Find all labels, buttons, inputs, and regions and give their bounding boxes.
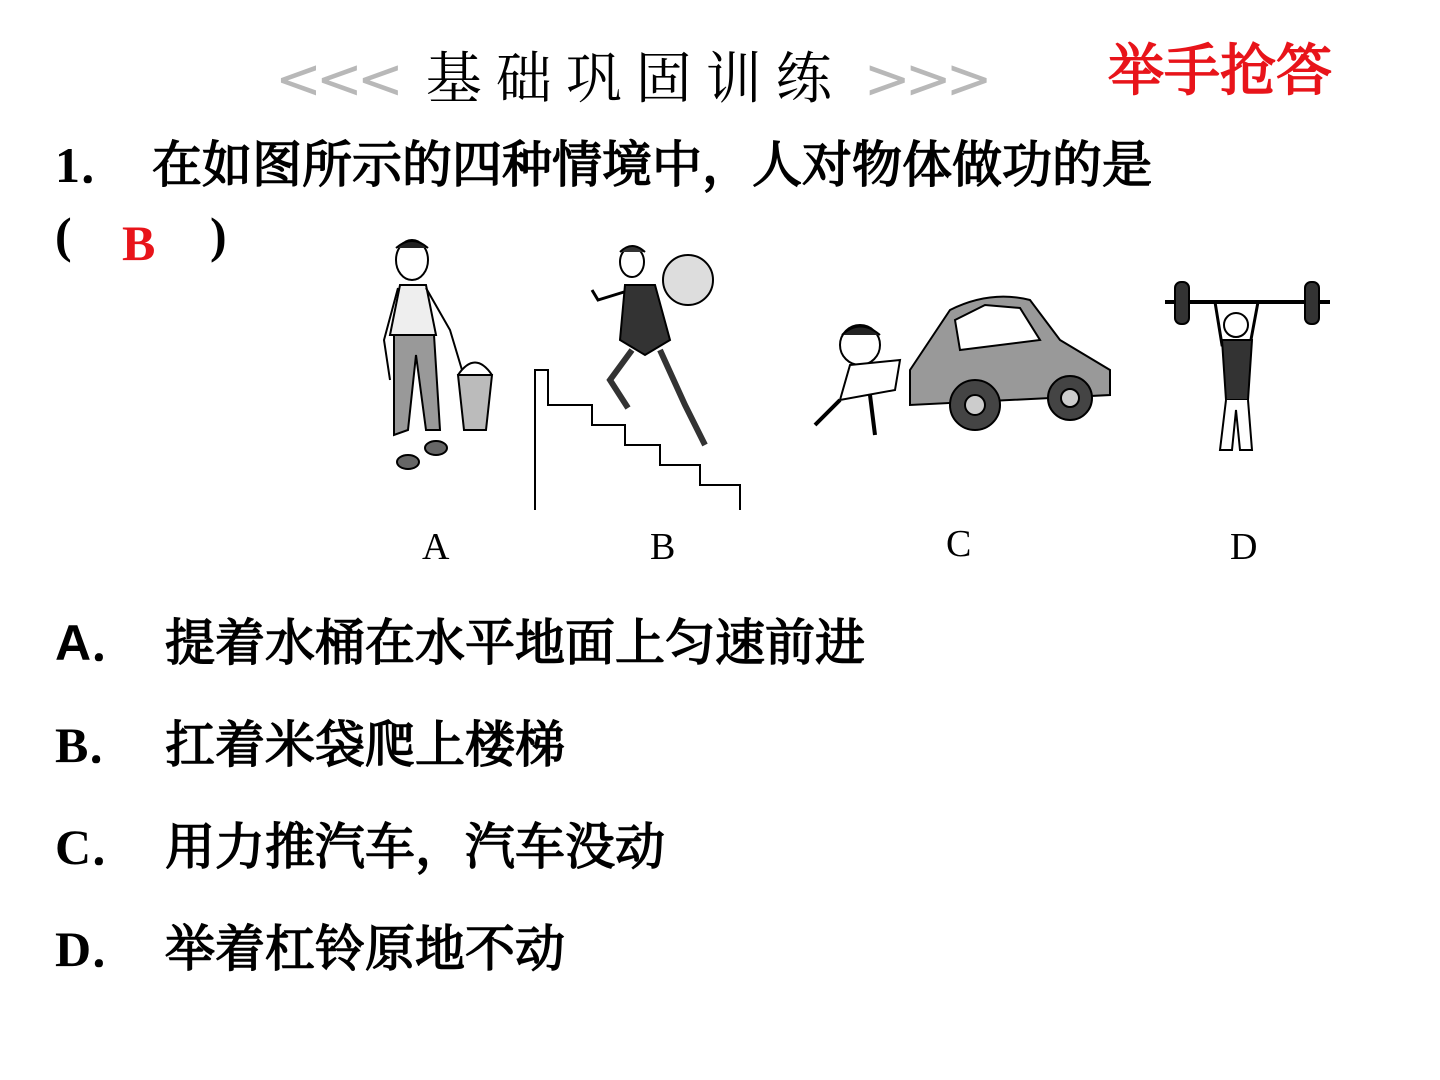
child-pushing-car-illustration <box>815 297 1110 435</box>
question-stem <box>55 135 1152 195</box>
option-b-key: B． <box>55 717 139 773</box>
option-c-key: C． <box>55 819 142 875</box>
option-c-text: 用力推汽车，汽车没动 <box>165 818 665 876</box>
figure-caption-a: A <box>422 526 450 568</box>
figure-caption-b: B <box>650 526 676 568</box>
question-text: 在如图所示的四种情境中，人对物体做功的是 <box>152 136 1152 194</box>
quick-answer-badge[interactable]: 举手抢答 <box>1108 39 1332 104</box>
option-c[interactable] <box>55 818 665 876</box>
close-paren: ) <box>210 207 227 263</box>
option-d-key: D． <box>55 921 142 977</box>
option-b-text: 扛着米袋爬上楼梯 <box>165 716 565 774</box>
man-climbing-stairs-illustration <box>535 246 740 510</box>
weightlifter-illustration <box>1165 282 1330 450</box>
right-chevrons: >>> <box>863 47 987 112</box>
left-chevrons: <<< <box>275 47 398 112</box>
option-a[interactable] <box>55 614 865 672</box>
scenes-illustration <box>370 230 1360 530</box>
answer-letter: B <box>122 215 156 271</box>
option-d-text: 举着杠铃原地不动 <box>165 920 565 978</box>
option-b[interactable] <box>55 716 565 774</box>
figure-caption-d: D <box>1230 526 1258 568</box>
illustration-panel <box>370 230 1360 568</box>
option-a-key: A． <box>55 615 142 671</box>
question-number: 1． <box>55 137 130 193</box>
answer-blank <box>55 207 227 263</box>
figure-caption-c: C <box>946 523 972 565</box>
open-paren: ( <box>55 207 72 263</box>
man-carrying-bucket-illustration <box>384 240 492 469</box>
section-title: 基础巩固训练 <box>425 47 846 112</box>
option-a-text: 提着水桶在水平地面上匀速前进 <box>165 614 865 672</box>
section-title-bar <box>275 40 987 120</box>
option-d[interactable] <box>55 920 565 978</box>
